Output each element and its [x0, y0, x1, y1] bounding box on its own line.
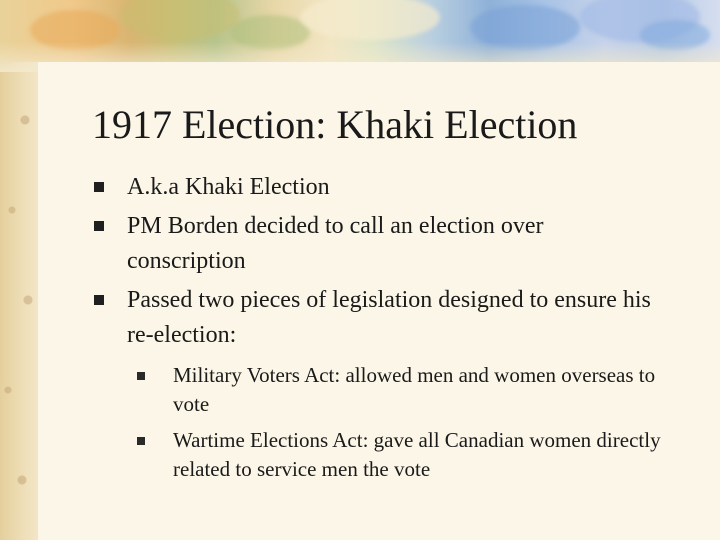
square-bullet-icon [94, 182, 104, 192]
square-bullet-icon [137, 437, 145, 445]
bullet-text: A.k.a Khaki Election [127, 174, 330, 200]
parchment-border [0, 0, 40, 540]
bullet-text: Passed two pieces of legislation designed to ensure his re-election: [127, 287, 651, 348]
square-bullet-icon [94, 221, 104, 231]
slide-title: 1917 Election: Khaki Election [92, 102, 578, 147]
sub-bullet-item [137, 426, 667, 484]
sub-bullet-list [137, 361, 667, 484]
bullet-item [92, 170, 652, 205]
square-bullet-icon [94, 295, 104, 305]
bullet-list [92, 170, 661, 491]
sub-bullet-text: Military Voters Act: allowed men and women overseas to vote [173, 363, 656, 416]
square-bullet-icon [137, 372, 145, 380]
bullet-item [92, 283, 661, 484]
bullet-item [92, 209, 652, 279]
sub-bullet-text: Wartime Elections Act: gave all Canadian women directly related to service men the vote [173, 428, 661, 481]
bullet-text: PM Borden decided to call an election over conscription [127, 213, 544, 274]
sub-bullet-item [137, 361, 667, 419]
